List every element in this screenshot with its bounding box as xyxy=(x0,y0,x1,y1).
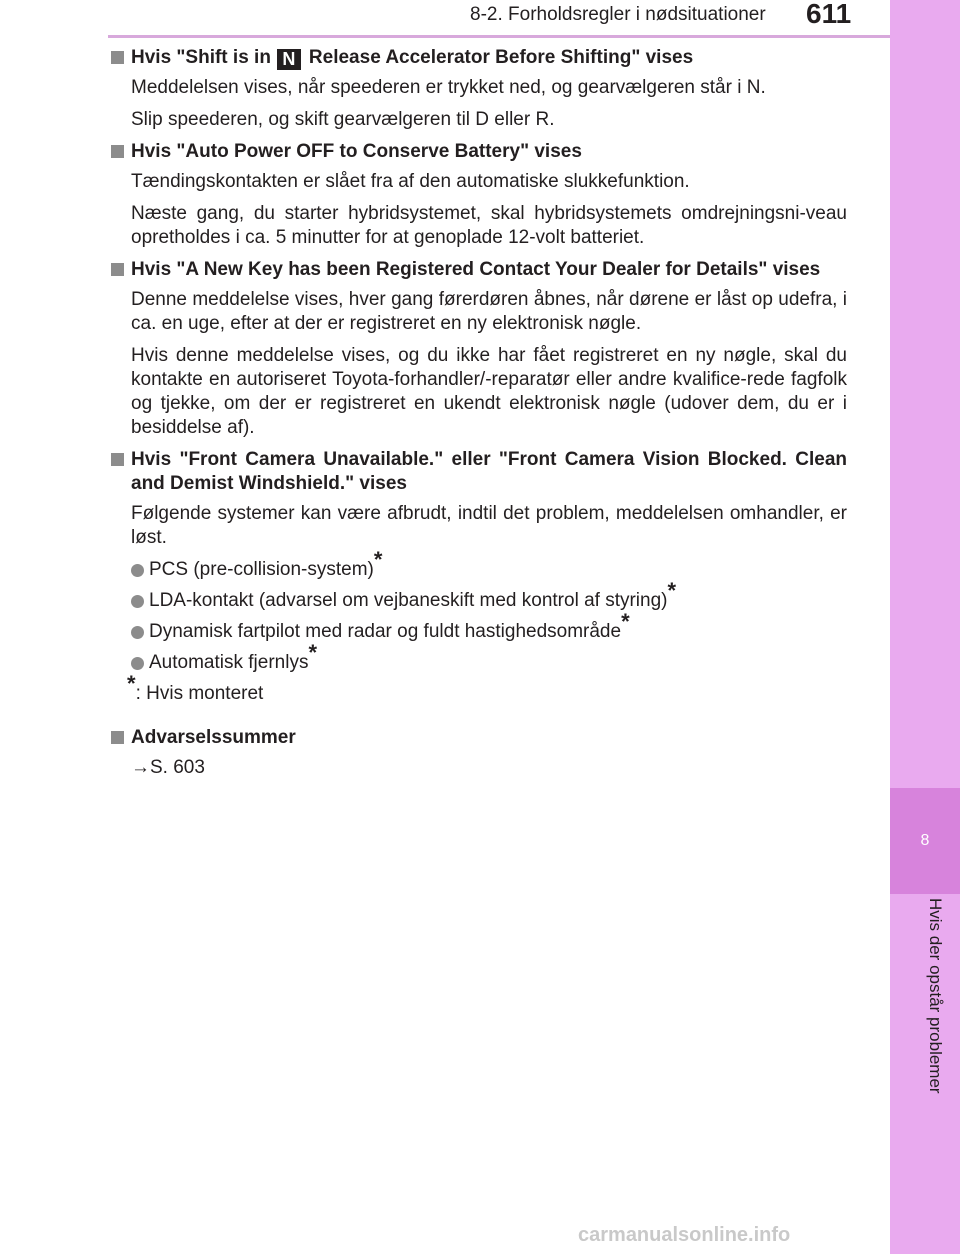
heading-text-end: Release Accelerator Before Shifting" vises xyxy=(308,47,694,68)
footnote-text: : Hvis monteret xyxy=(135,683,264,704)
list-item xyxy=(131,547,847,582)
gear-n-icon: N xyxy=(277,49,301,70)
list-item-text: PCS (pre-collision-system) xyxy=(149,559,374,580)
round-bullet-icon xyxy=(131,595,144,608)
square-bullet-icon xyxy=(111,731,124,744)
paragraph: Meddelelsen vises, når speederen er trykket ned, og gearvælgeren står i N. xyxy=(131,77,766,98)
list-item-text: LDA-kontakt (advarsel om vejbaneskift med kontrol af styring) xyxy=(149,590,668,611)
paragraph: Næste gang, du starter hybridsystemet, skal hybridsystemets omdrejningsni-veau opretholdes i ca. 5 minutter for at genoplade 12-volt batteriet. xyxy=(131,203,847,248)
section-heading xyxy=(111,258,847,282)
round-bullet-icon xyxy=(131,657,144,670)
asterisk-mark: * xyxy=(667,578,677,603)
square-bullet-icon xyxy=(111,51,124,64)
paragraph: Denne meddelelse vises, hver gang førerdøren åbnes, når dørene er låst op udefra, i ca. en uge, efter at der er registreret en ny elektronisk nøgle. xyxy=(131,289,847,334)
affected-systems-list xyxy=(111,547,847,675)
header-divider xyxy=(108,35,890,38)
watermark: carmanualsonline.info xyxy=(578,1224,791,1246)
round-bullet-icon xyxy=(131,564,144,577)
paragraph: Slip speederen, og skift gearvælgeren til D eller R. xyxy=(131,109,555,130)
heading-text: Hvis "Auto Power OFF to Conserve Battery" vises xyxy=(131,141,582,162)
section-heading xyxy=(111,448,847,496)
paragraph: Tændingskontakten er slået fra af den automatiske slukkefunktion. xyxy=(131,171,690,192)
list-item-text: Dynamisk fartpilot med radar og fuldt hastighedsområde xyxy=(149,621,622,642)
chapter-number-tab: 8 xyxy=(890,788,960,894)
section-warning-buzzer xyxy=(111,726,847,780)
section-shift-in-n xyxy=(111,46,847,132)
chapter-label: Hvis der opstår problemer xyxy=(926,898,945,1094)
asterisk-mark: * xyxy=(621,609,630,634)
square-bullet-icon xyxy=(111,453,124,466)
section-heading xyxy=(111,46,847,70)
paragraph: Hvis denne meddelelse vises, og du ikke har fået registreret en ny nøgle, skal du kontakte en autoriseret Toyota-forhandler/-reparatør eller andre kvalifice-rede fagfolk og tjekke, om der er registreret en ukendt elektronisk nøgle (udover dem, du er i besiddelse af). xyxy=(131,345,847,438)
running-header: 8-2. Forholdsregler i nødsituationer xyxy=(470,4,766,25)
list-item-text: Automatisk fjernlys xyxy=(149,652,309,673)
heading-text-start: Hvis "Shift is in xyxy=(131,47,271,68)
section-heading xyxy=(111,726,847,750)
list-item xyxy=(131,578,847,613)
heading-text: Hvis "A New Key has been Registered Contact Your Dealer for Details" vises xyxy=(131,259,821,280)
asterisk-mark: * xyxy=(373,547,383,572)
list-item xyxy=(131,609,847,644)
section-new-key-registered xyxy=(111,258,847,440)
square-bullet-icon xyxy=(111,263,124,276)
square-bullet-icon xyxy=(111,145,124,158)
page-reference-link[interactable]: →S. 603 xyxy=(131,757,205,778)
section-auto-power-off xyxy=(111,140,847,250)
round-bullet-icon xyxy=(131,626,144,639)
asterisk-mark: * xyxy=(127,671,136,696)
page-content xyxy=(111,46,847,783)
paragraph: Følgende systemer kan være afbrudt, indtil det problem, meddelelsen omhandler, er løst. xyxy=(131,503,847,548)
section-front-camera xyxy=(111,448,847,706)
footnote xyxy=(111,671,847,706)
list-item xyxy=(131,640,847,675)
asterisk-mark: * xyxy=(308,640,318,665)
page-number: 611 xyxy=(806,0,852,29)
heading-text: Advarselssummer xyxy=(131,727,296,748)
section-heading xyxy=(111,140,847,164)
heading-text: Hvis "Front Camera Unavailable." eller "Front Camera Vision Blocked. Clean and Demist Windshield." vises xyxy=(131,449,847,494)
